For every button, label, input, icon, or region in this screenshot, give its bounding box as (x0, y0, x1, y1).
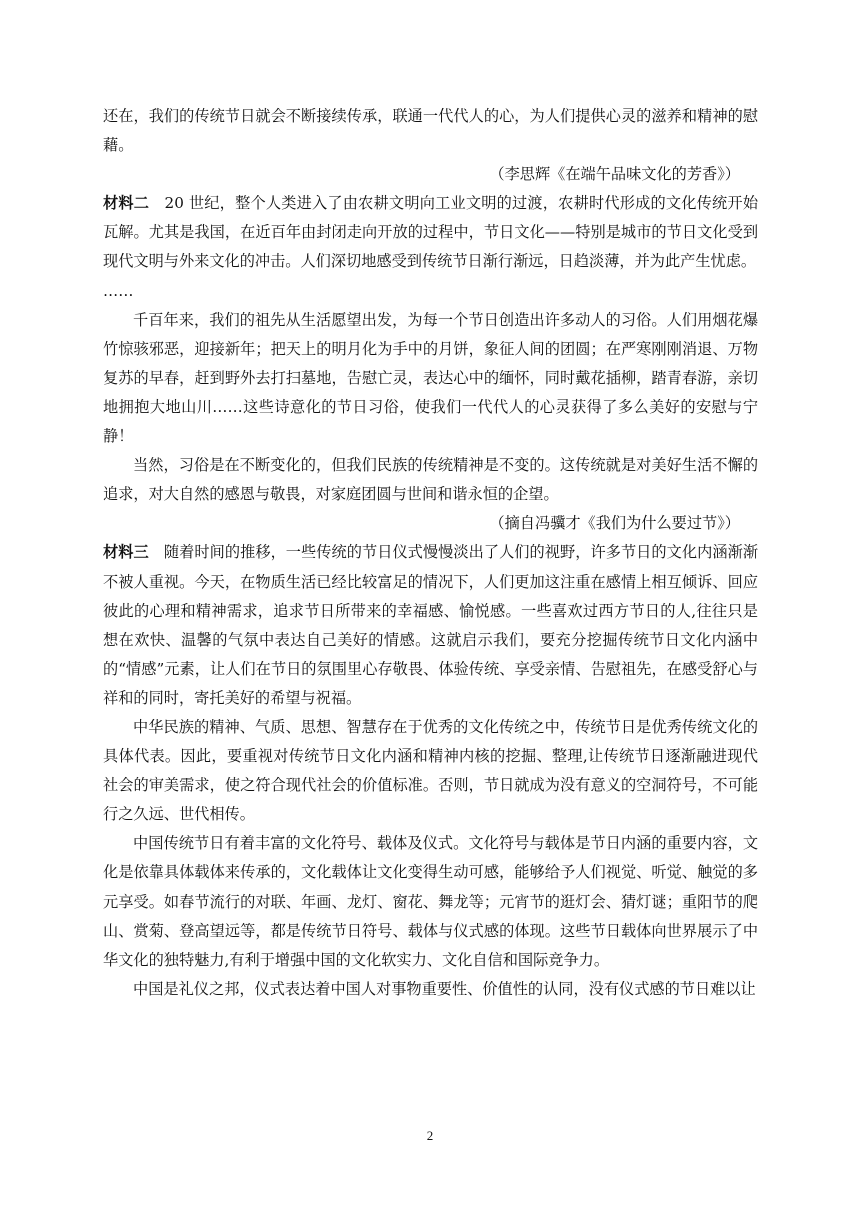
paragraph: 中华民族的精神、气质、思想、智慧存在于优秀的文化传统之中，传统节日是优秀传统文化的具体代表。因此，要重视对传统节日文化内涵和精神内核的挖掘、整理,让传统节日逐渐融进现代社会的审美需求，使之符合现代社会的价值标准。否则，节日就成为没有意义的空洞符号，不可能行之久远、世代相传。 (103, 717, 758, 824)
material-2-intro (103, 189, 758, 276)
source-citation: （李思辉《在端午品味文化的芳香》） (489, 165, 740, 184)
document-body (103, 102, 758, 1004)
page-number: 2 (426, 1128, 434, 1143)
paragraph: 中国传统节日有着丰富的文化符号、载体及仪式。文化符号与载体是节日内涵的重要内容，文化是依靠具体载体来传承的，文化载体让文化变得生动可感，能够给予人们视觉、听觉、触觉的多元享受。如春节流行的对联、年画、龙灯、窗花、舞龙等；元宵节的逛灯会、猜灯谜；重阳节的爬山、赏菊、登高望远等，都是传统节日符号、载体与仪式感的体现。这些节日载体向世界展示了中华文化的独特魅力,有利于增强中国的文化软实力、文化自信和国际竞争力。 (103, 834, 758, 969)
source-citation: （摘自冯骥才《我们为什么要过节》） (489, 514, 740, 533)
paragraph: 中国是礼仪之邦，仪式表达着中国人对事物重要性、价值性的认同，没有仪式感的节日难以让 (133, 979, 756, 998)
material-label: 材料二 (103, 194, 150, 213)
ellipsis: …… (103, 281, 134, 300)
material-3-intro (103, 538, 758, 713)
paragraph: 千百年来，我们的祖先从生活愿望出发，为每一个节日创造出许多动人的习俗。人们用烟花爆竹惊骇邪恶，迎接新年；把天上的明月化为手中的月饼，象征人间的团圆；在严寒刚刚消退、万物复苏的早春，赶到野外去打扫墓地，告慰亡灵，表达心中的缅怀，同时戴花插柳，踏青春游，亲切地拥抱大地山川……这些诗意化的节日习俗，使我们一代代人的心灵获得了多么美好的安慰与宁静！ (103, 310, 758, 446)
paragraph-continued: 还在，我们的传统节日就会不断接续传承，联通一代代人的心，为人们提供心灵的滋养和精神的慰藉。 (103, 107, 758, 155)
paragraph: 当然，习俗是在不断变化的，但我们民族的传统精神是不变的。这传统就是对美好生活不懈的追求，对大自然的感恩与敬畏，对家庭团圆与世间和谐永恒的企望。 (103, 456, 758, 504)
material-3-intro-text: 随着时间的推移，一些传统的节日仪式慢慢淡出了人们的视野，许多节日的文化内涵渐渐不被人重视。今天，在物质生活已经比较富足的情况下，人们更加这注重在感情上相互倾诉、回应彼此的心理和精神需求，追求节日所带来的幸福感、愉悦感。一些喜欢过西方节日的人,往往只是想在欢快、温馨的气氛中表达自己美好的情感。这就启示我们，要充分挖掘传统节日文化内涵中的“情感”元素，让人们在节日的氛围里心存敬畏、体验传统、享受亲情、告慰祖先，在感受舒心与祥和的同时，寄托美好的希望与祝福。 (103, 543, 759, 707)
material-2-intro-text: 20 世纪，整个人类进入了由农耕文明向工业文明的过渡，农耕时代形成的文化传统开始瓦解。尤其是我国，在近百年由封闭走向开放的过程中，节日文化——特别是城市的节日文化受到现代文明与外来文化的冲击。人们深切地感受到传统节日渐行渐远，日趋淡薄，并为此产生忧虑。 (103, 194, 759, 271)
material-label: 材料三 (103, 543, 149, 562)
